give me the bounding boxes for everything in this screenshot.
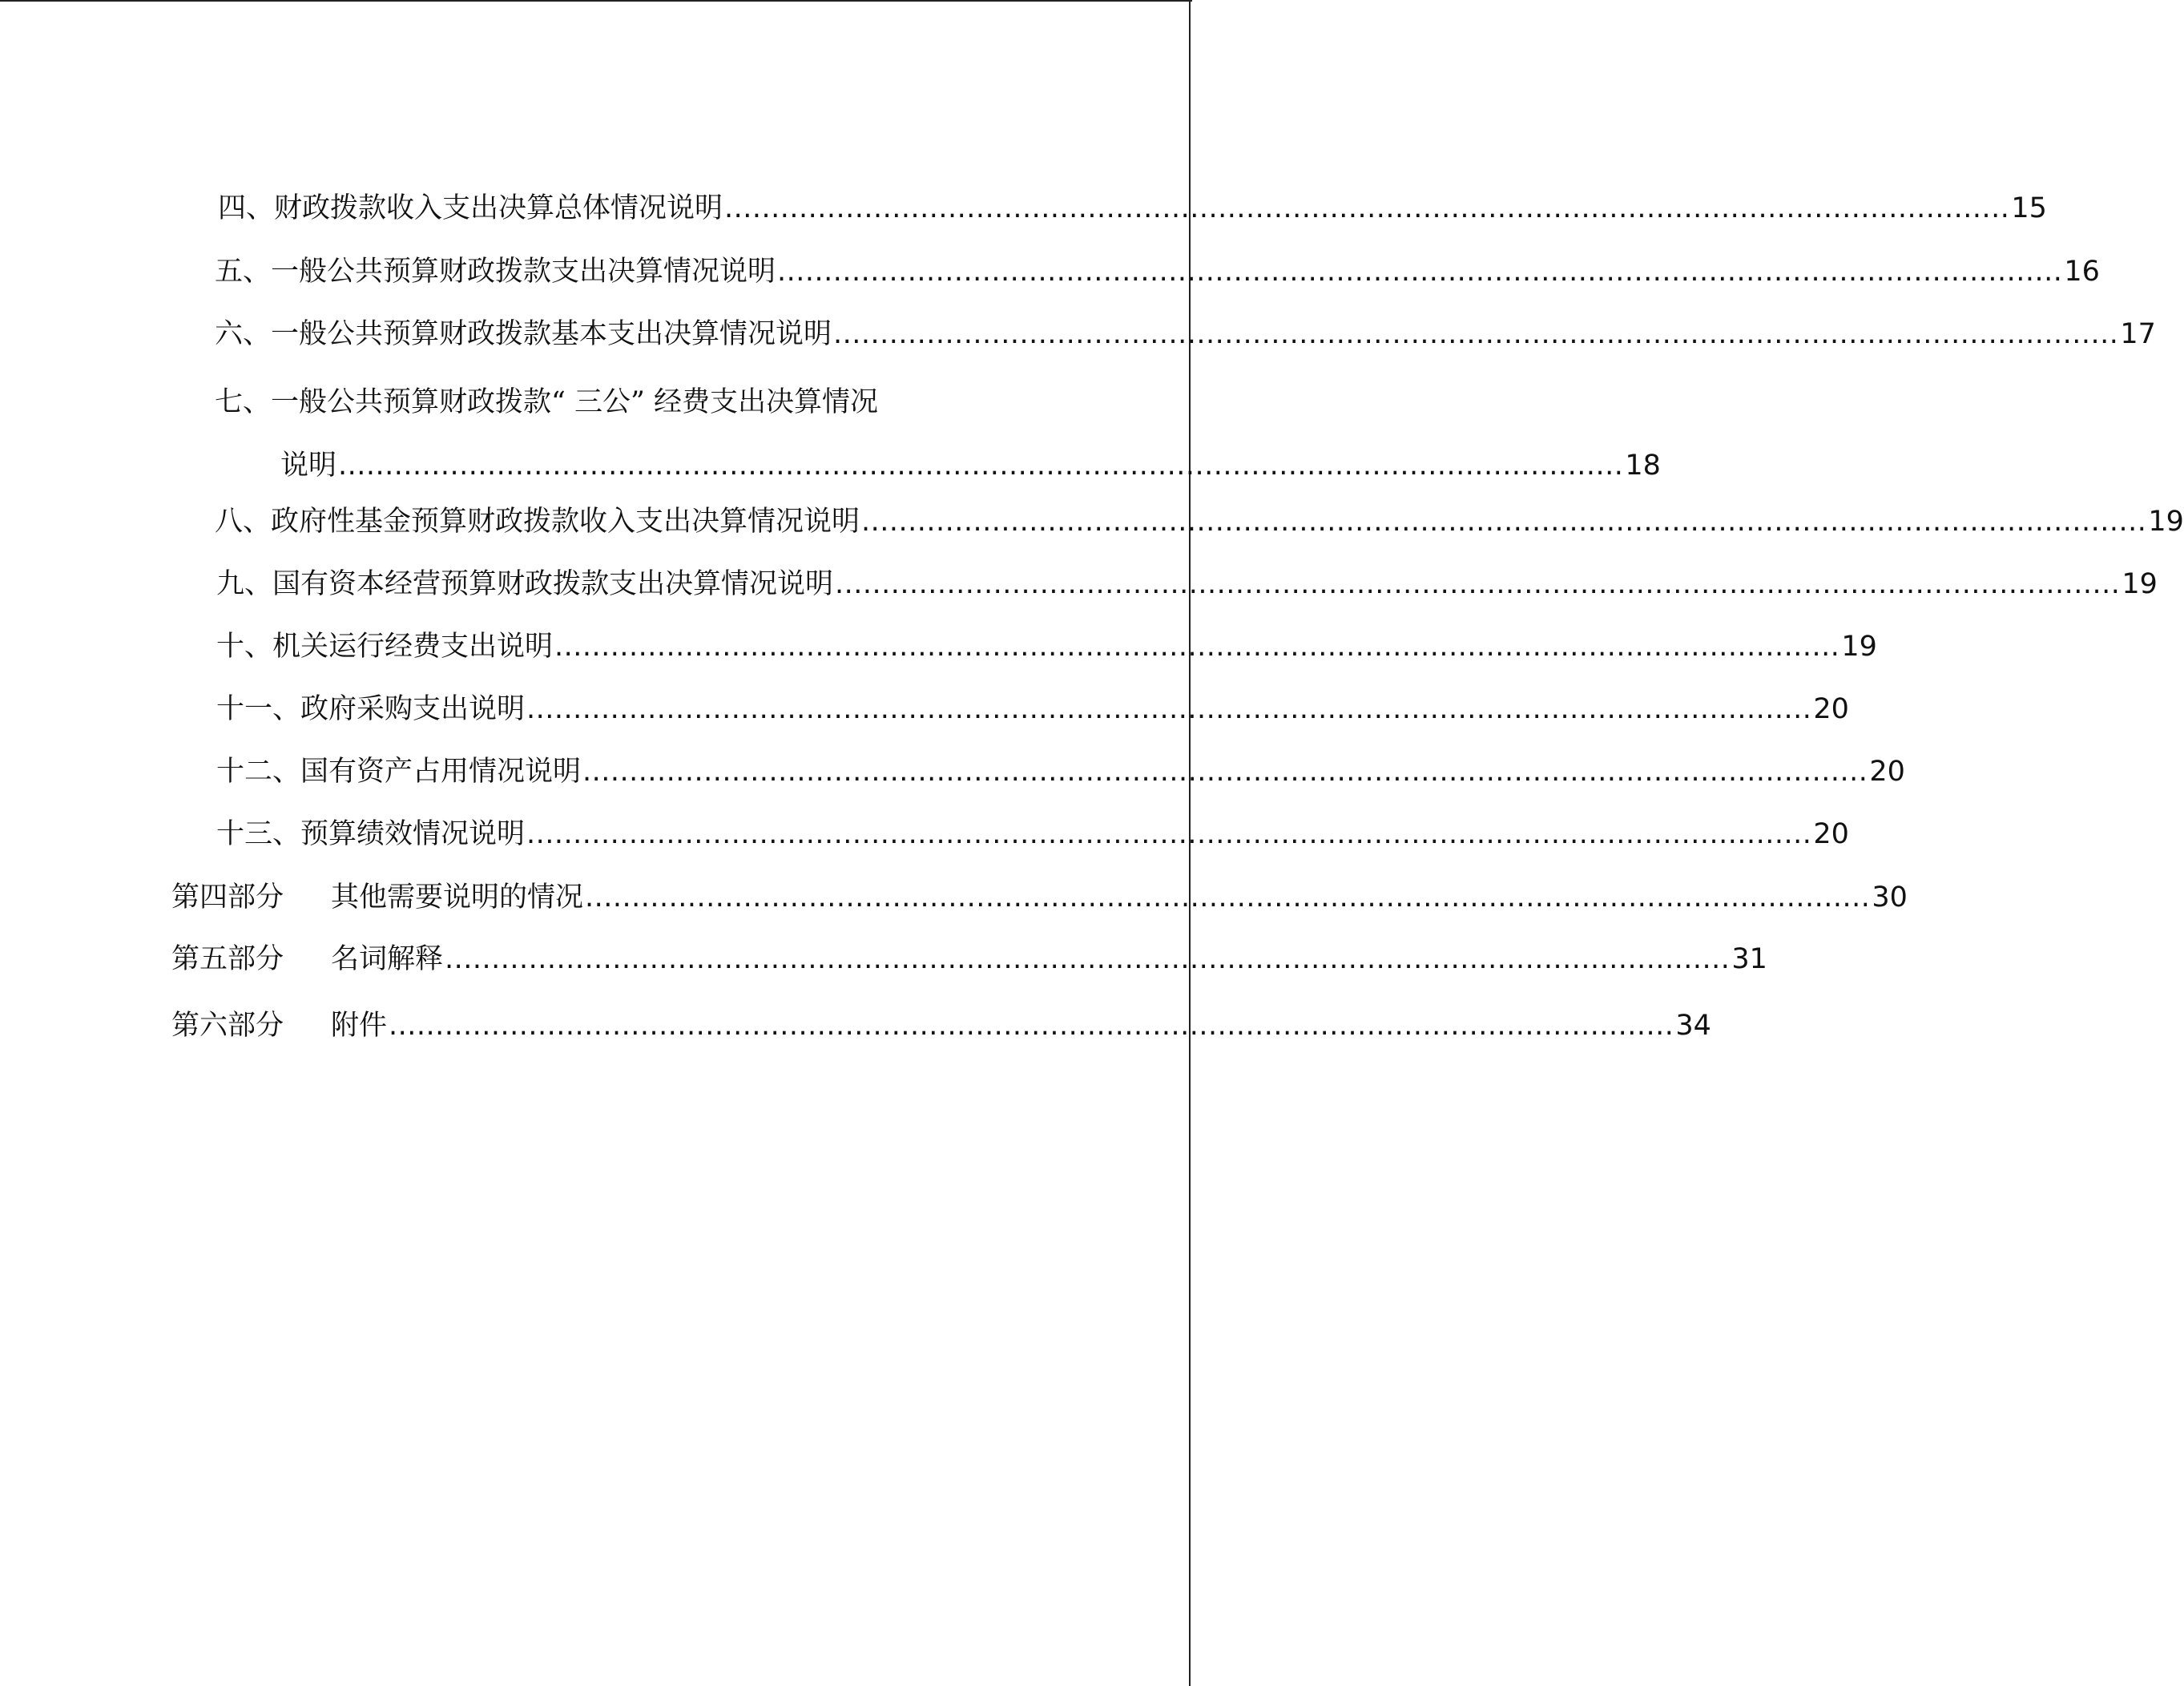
toc-entry-page: 34	[1675, 1010, 1711, 1042]
toc-entry-label: 七、一般公共预算财政拨款“ 三公” 经费支出决算情况	[215, 386, 879, 418]
toc-entry-label: 十二、国有资产占用情况说明	[216, 756, 582, 788]
toc-entry-label: 五、一般公共预算财政拨款支出决算情况说明	[215, 256, 776, 288]
toc-entry-label: 九、国有资本经营预算财政拨款支出决算情况说明	[216, 568, 834, 600]
toc-entry-page: 15	[2011, 192, 2047, 224]
toc-entry[interactable]	[216, 565, 2158, 603]
toc-entry[interactable]	[216, 752, 1905, 791]
toc-entry-label: 附件	[331, 1010, 388, 1042]
toc-entry-page: 19	[2148, 506, 2184, 538]
toc-part-number: 第六部分	[171, 1010, 284, 1042]
toc-leader-dots: ..........................................................................................................................................	[554, 631, 1840, 663]
toc-entry-label: 八、政府性基金预算财政拨款收入支出决算情况说明	[215, 506, 860, 538]
toc-part-number: 第四部分	[171, 881, 284, 914]
toc-part-entry[interactable]	[171, 878, 1908, 917]
toc-entry[interactable]	[215, 315, 2156, 353]
toc-leader-dots: ..........................................................................................................................................	[835, 568, 2121, 600]
toc-entry-wrapped-first-line[interactable]	[215, 383, 1022, 422]
toc-leader-dots: ..........................................................................................................................................	[338, 450, 1624, 482]
toc-leader-dots: ..........................................................................................................................................	[861, 506, 2147, 538]
toc-entry-page: 31	[1731, 943, 1767, 975]
toc-entry-label: 名词解释	[331, 943, 444, 975]
toc-leader-dots: ..........................................................................................................................................	[582, 756, 1868, 788]
toc-entry-page: 20	[1813, 818, 1849, 850]
toc-entry-label: 四、财政拨款收入支出决算总体情况说明	[218, 192, 723, 224]
toc-part-entry[interactable]	[171, 940, 1767, 978]
toc-entry[interactable]	[216, 815, 1849, 853]
toc-leader-dots: ..........................................................................................................................................	[445, 943, 1731, 975]
toc-entry-page: 17	[2120, 318, 2156, 350]
toc-leader-dots: ..........................................................................................................................................	[526, 693, 1812, 725]
toc-entry-label: 六、一般公共预算财政拨款基本支出决算情况说明	[215, 318, 832, 350]
toc-entry-page: 19	[1841, 631, 1877, 663]
toc-entry-page: 16	[2064, 256, 2100, 288]
toc-entry-label-continued: 说明	[280, 450, 337, 482]
toc-leader-dots: ..........................................................................................................................................	[724, 192, 2010, 224]
toc-leader-dots: ..........................................................................................................................................	[585, 881, 1871, 914]
toc-entry[interactable]	[280, 446, 1661, 485]
toc-entry[interactable]	[216, 690, 1849, 728]
toc-entry-page: 19	[2122, 568, 2158, 600]
toc-entry-page: 30	[1872, 881, 1908, 914]
toc-entry-label: 其他需要说明的情况	[331, 881, 584, 914]
toc-leader-dots: ..........................................................................................................................................	[389, 1010, 1674, 1042]
toc-leader-dots: ..........................................................................................................................................	[777, 256, 2063, 288]
toc-leader-dots: ..........................................................................................................................................	[833, 318, 2119, 350]
toc-entry-label: 十一、政府采购支出说明	[216, 693, 526, 725]
toc-leader-dots: ..........................................................................................................................................	[526, 818, 1812, 850]
toc-part-number: 第五部分	[171, 943, 284, 975]
toc-entry-page: 20	[1869, 756, 1905, 788]
toc-entry-label: 十三、预算绩效情况说明	[216, 818, 526, 850]
toc-entry-label: 十、机关运行经费支出说明	[216, 631, 554, 663]
toc-entry[interactable]	[215, 252, 2100, 291]
toc-part-entry[interactable]	[171, 1006, 1711, 1045]
toc-entry-page: 18	[1625, 450, 1661, 482]
toc-entry[interactable]	[216, 627, 1877, 666]
toc-entry-page: 20	[1813, 693, 1849, 725]
toc-entry[interactable]	[215, 502, 2184, 541]
toc-entry[interactable]	[218, 189, 2047, 228]
